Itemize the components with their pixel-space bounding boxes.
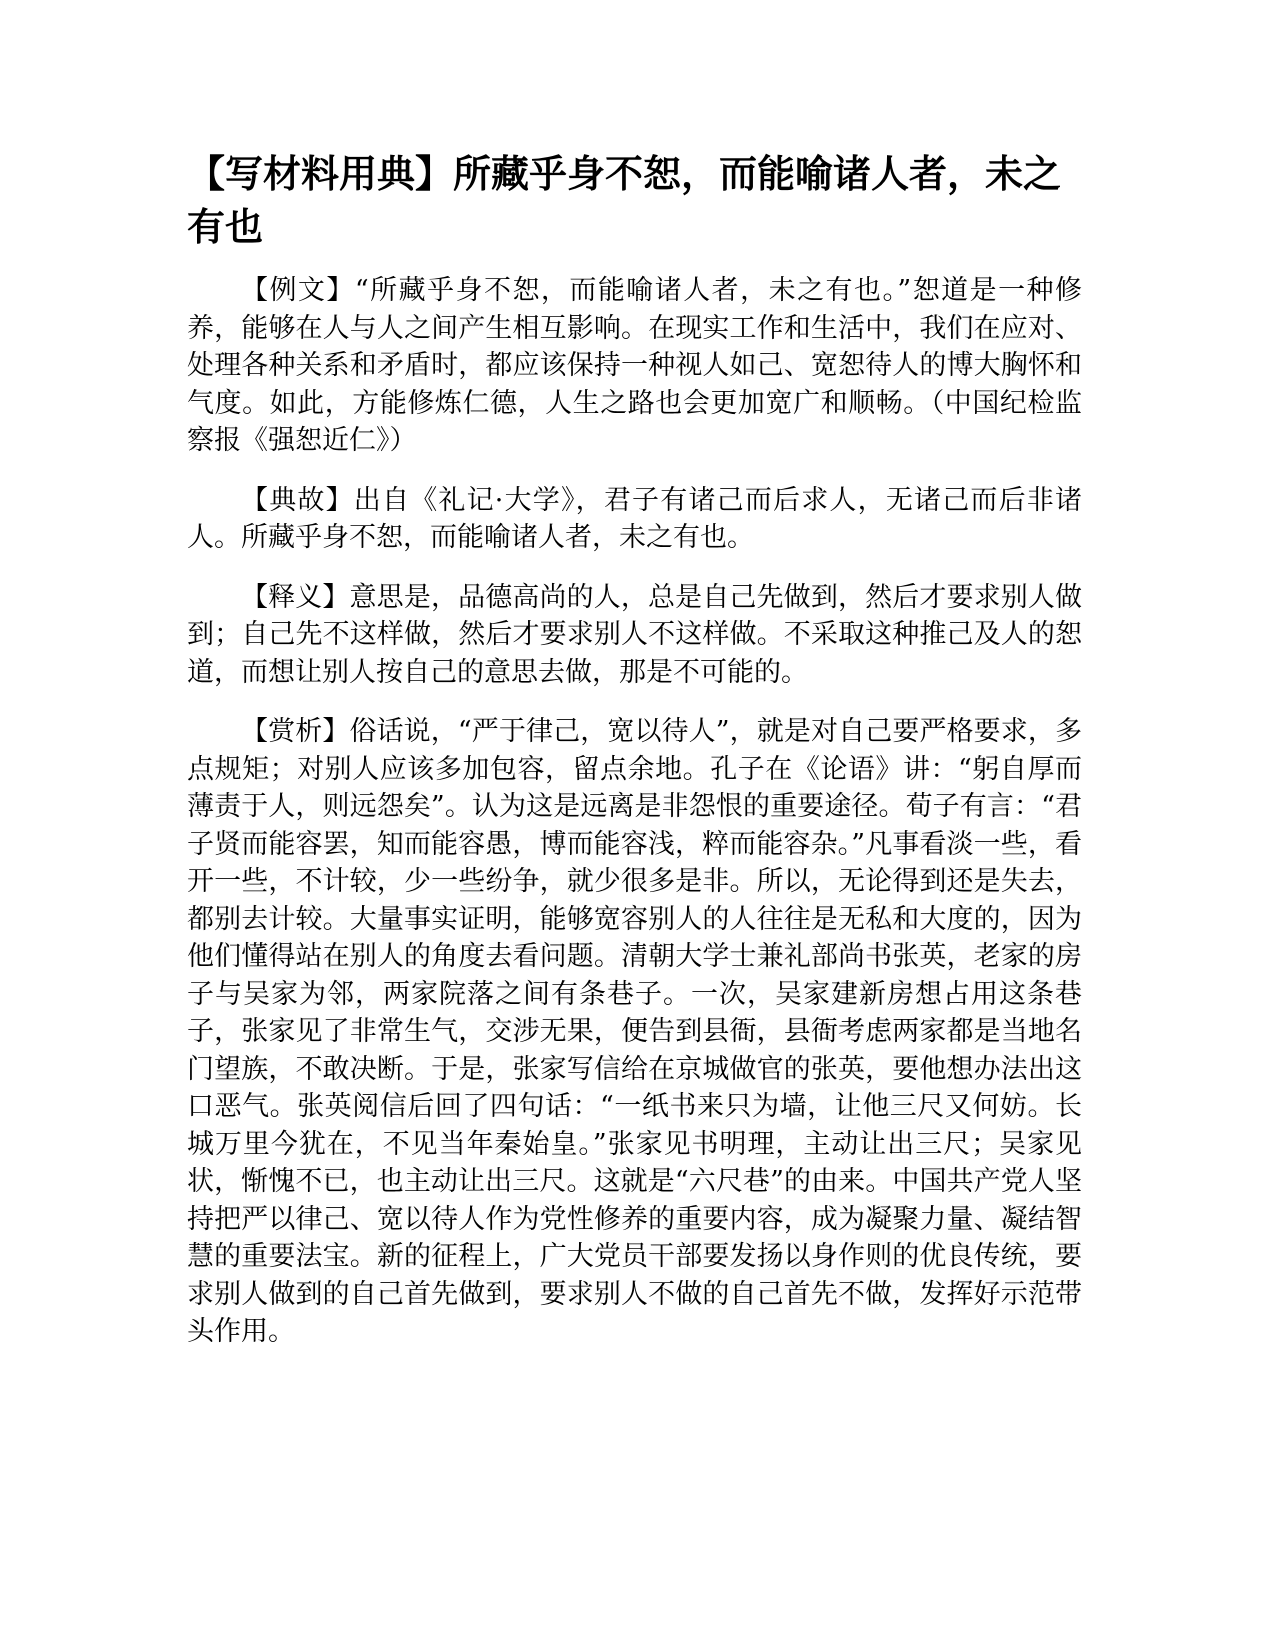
section-label: 【赏析】 xyxy=(241,716,350,747)
section-label: 【典故】 xyxy=(241,484,354,516)
section-example xyxy=(187,272,1082,460)
article-body xyxy=(187,272,1082,1373)
section-text: 意思是，品德高尚的人，总是自己先做到，然后才要求别人做到；自己先不这样做，然后才要求别人不这样做。不采取这种推己及人的恕道，而想让别人按自己的意思去做，那是不可能的。 xyxy=(187,581,1083,688)
section-text: 俗话说，“严于律己，宽以待人”，就是对自己要严格要求，多点规矩；对别人应该多加包容，留点余地。孔子在《论语》讲：“躬自厚而薄责于人，则远怨矣”。认为这是远离是非怨恨的重要途径。荀子有言：“君子贤而能容罢，知而能容愚，博而能容浅，粹而能容杂。”凡事看淡一些，看开一些，不计较，少一些纷争，就少很多是非。所以，无论得到还是失去，都别去计较。大量事实证明，能够宽容别人的人往往是无私和大度的，因为他们懂得站在别人的角度去看问题。清朝大学士兼礼部尚书张英，老家的房子与吴家为邻，两家院落之间有条巷子。一次，吴家建新房想占用这条巷子，张家见了非常生气，交涉无果，便告到县衙，县衙考虑两家都是当地名门望族，不敢决断。于是，张家写信给在京城做官的张英，要他想办法出这口恶气。张英阅信后回了四句话：“一纸书来只为墙，让他三尺又何妨。长城万里今犹在，不见当年秦始皇。”张家见书明理，主动让出三尺；吴家见状，惭愧不已，也主动让出三尺。这就是“六尺巷”的由来。中国共产党人坚持把严以律己、宽以待人作为党性修养的重要内容，成为凝聚力量、凝结智慧的重要法宝。新的征程上，广大党员干部要发扬以身作则的优良传统，要求别人做到的自己首先做到，要求别人不做的自己首先不做，发挥好示范带头作用。 xyxy=(187,716,1082,1347)
section-meaning xyxy=(187,579,1082,692)
section-allusion xyxy=(187,482,1082,557)
section-label: 【例文】 xyxy=(241,275,355,306)
page-title: 【写材料用典】所藏乎身不恕，而能喻诸人者，未之有也 xyxy=(187,152,1062,249)
section-label: 【释义】 xyxy=(241,581,350,613)
section-appreciation xyxy=(187,713,1082,1351)
section-text: 出自《礼记·大学》，君子有诸己而后求人，无诸己而后非诸人。所藏乎身不恕，而能喻诸人者，未之有也。 xyxy=(187,484,1082,553)
section-text: “所藏乎身不恕，而能喻诸人者，未之有也。”恕道是一种修养，能够在人与人之间产生相互影响。在现实工作和生活中，我们在应对、处理各种关系和矛盾时，都应该保持一种视人如己、宽恕待人的博大胸怀和气度。如此，方能修炼仁德，人生之路也会更加宽广和顺畅。（中国纪检监察报《强恕近仁》） xyxy=(187,275,1083,456)
